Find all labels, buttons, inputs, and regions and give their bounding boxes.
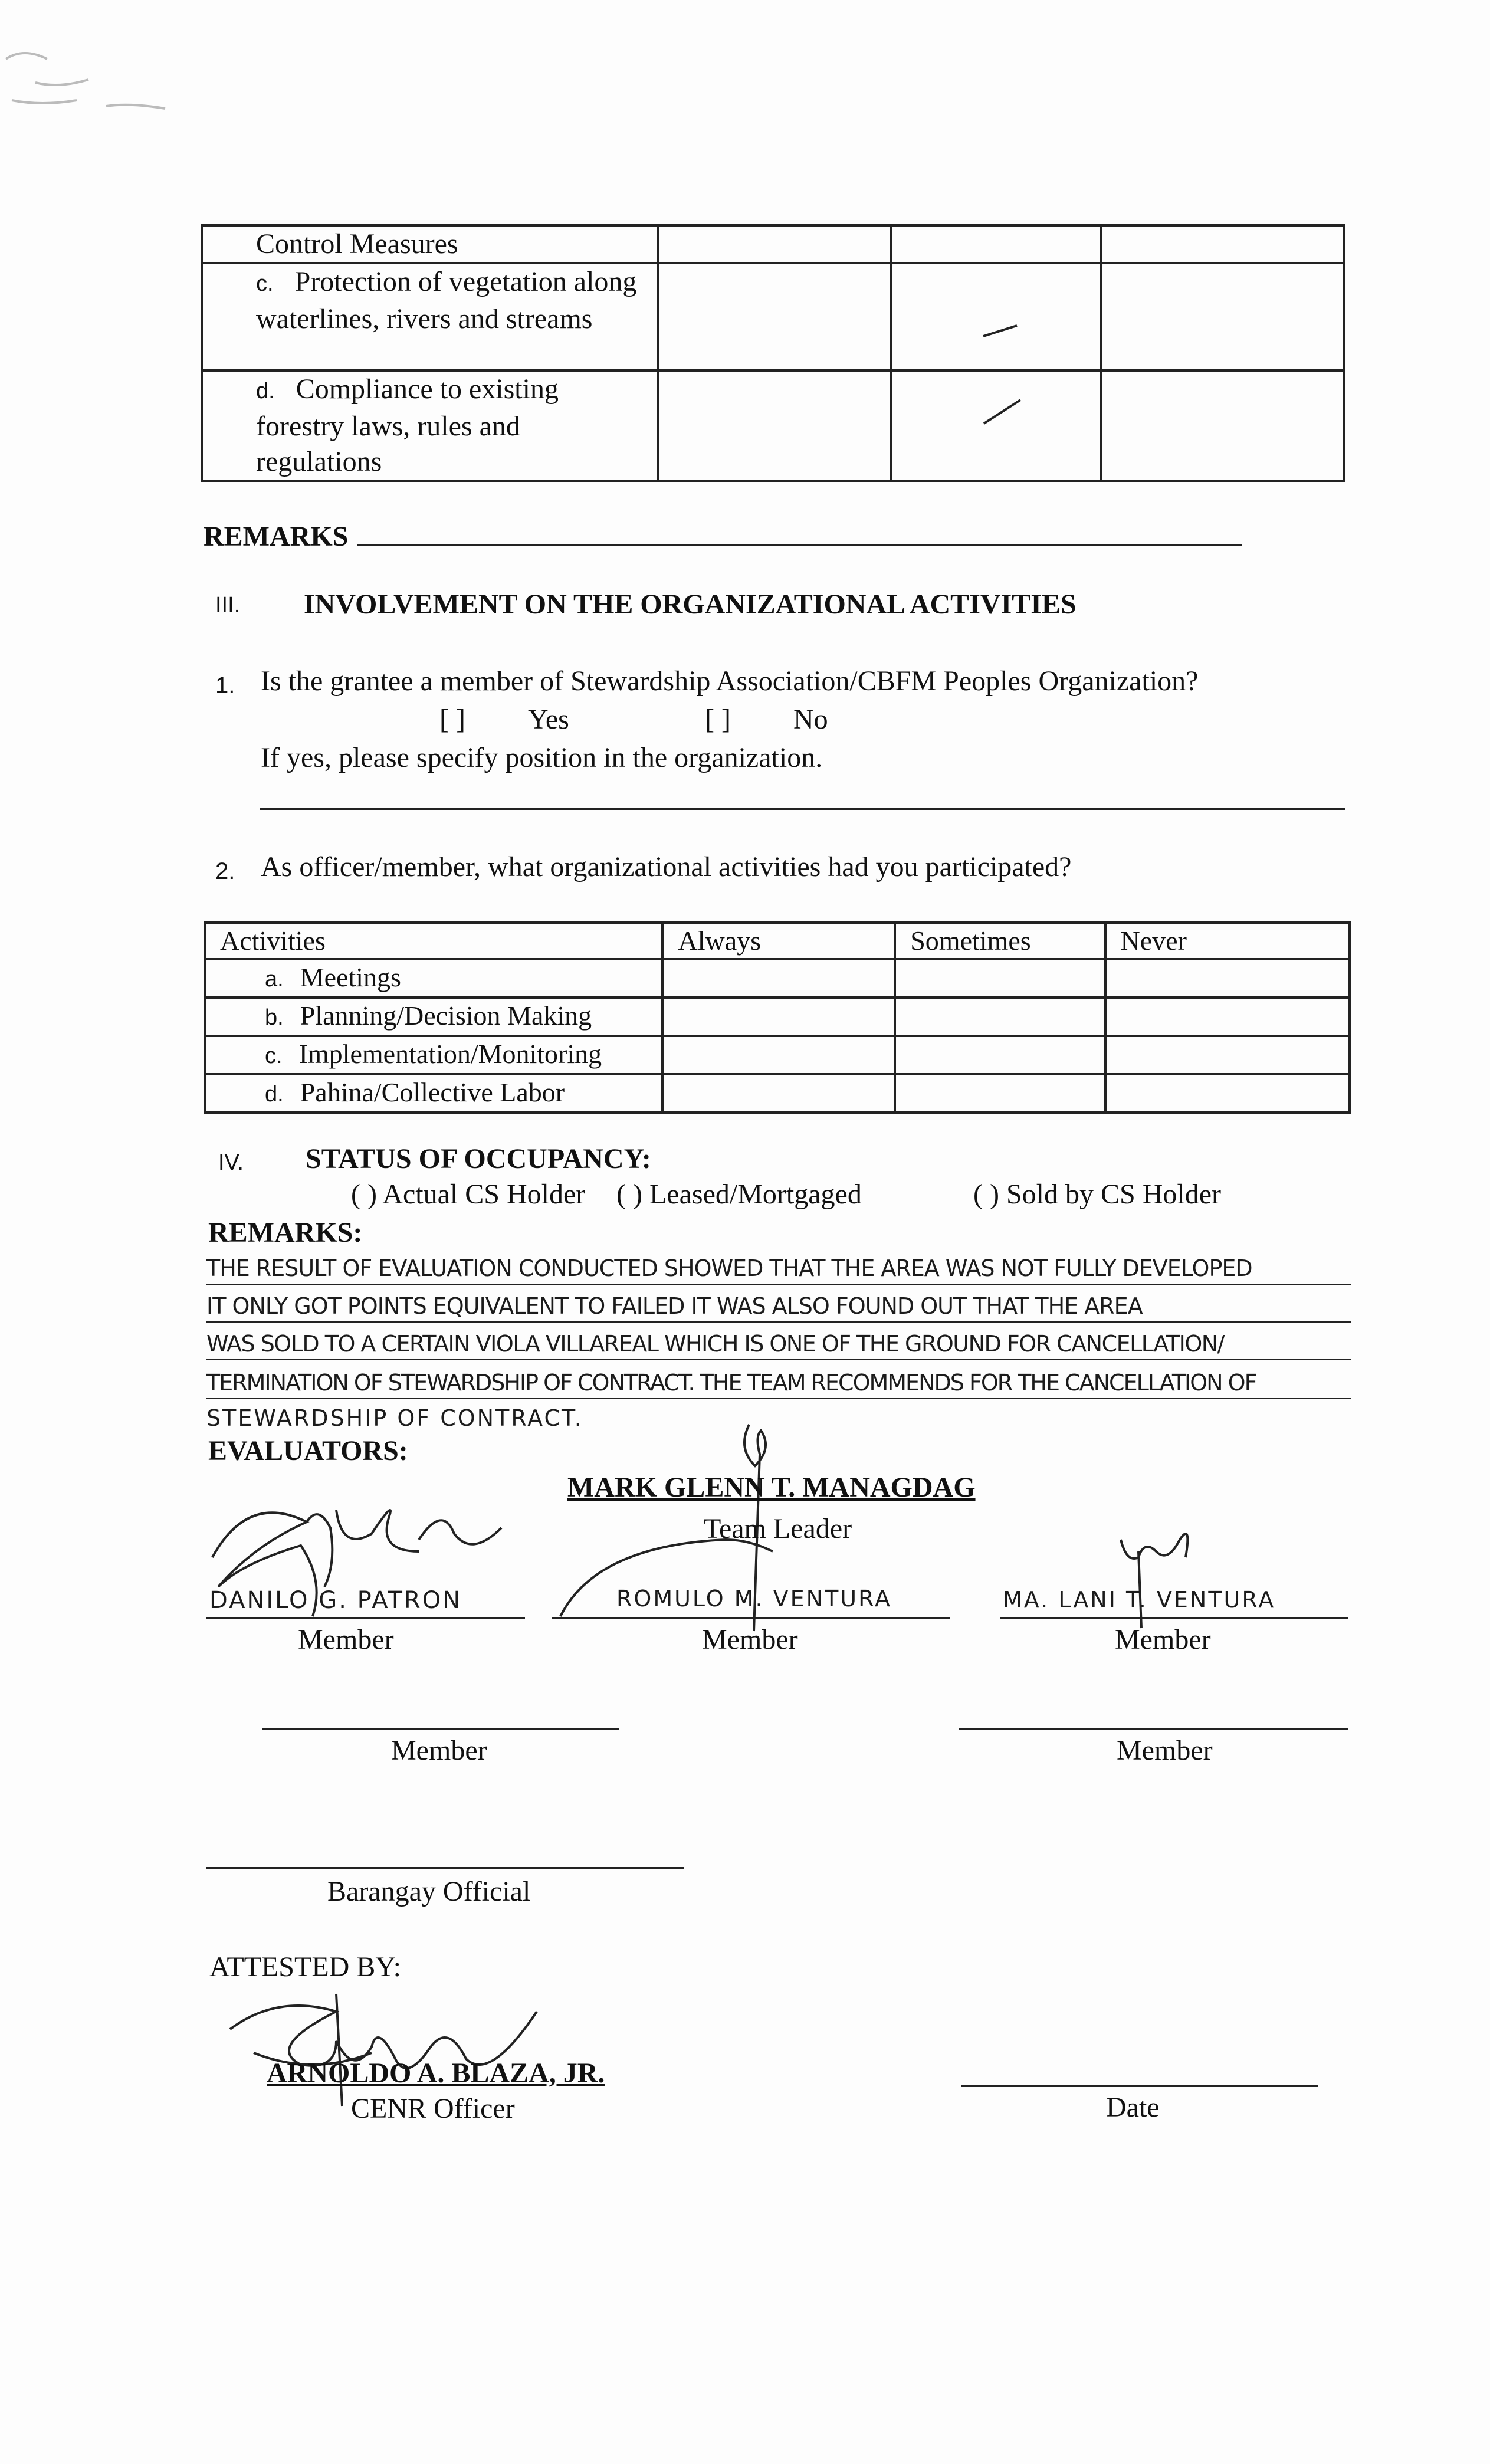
item-letter: c. xyxy=(256,271,274,296)
table-row: c. Implementation/Monitoring xyxy=(205,1036,662,1074)
attested-by-label: ATTESTED BY: xyxy=(209,1951,401,1983)
control-measures-table xyxy=(201,224,1345,482)
barangay-official-label: Barangay Official xyxy=(327,1876,531,1907)
table-row: b. Planning/Decision Making xyxy=(205,998,662,1036)
signature-line[interactable] xyxy=(262,1728,619,1730)
col-header-activities: Activities xyxy=(205,923,662,959)
never-cell[interactable] xyxy=(1105,1074,1350,1113)
handwritten-remark-line: WAS SOLD TO A CERTAIN VIOLA VILLAREAL WHICH IS ONE OF THE GROUND FOR CANCELLATION/ xyxy=(206,1331,1224,1357)
member-5-role: Member xyxy=(1117,1735,1213,1766)
remarks-label: REMARKS: xyxy=(208,1217,363,1248)
member-1-name: DANILO G. PATRON xyxy=(209,1587,462,1614)
always-cell[interactable] xyxy=(662,1036,895,1074)
table-row: d. Pahina/Collective Labor xyxy=(205,1074,662,1113)
yes-label: Yes xyxy=(528,704,569,735)
position-line[interactable] xyxy=(260,808,1345,810)
question-1: Is the grantee a member of Stewardship Association/CBFM Peoples Organization? xyxy=(261,665,1199,697)
col-header-always: Always xyxy=(662,923,895,959)
section-number: III. xyxy=(215,593,241,618)
section-title: STATUS OF OCCUPANCY: xyxy=(306,1143,651,1174)
never-cell[interactable] xyxy=(1105,1036,1350,1074)
sometimes-cell[interactable] xyxy=(895,959,1105,998)
no-label: No xyxy=(793,704,828,735)
no-checkbox[interactable]: [ ] xyxy=(705,704,731,735)
never-cell[interactable] xyxy=(1105,998,1350,1036)
item-text: Protection of vegetation along waterlines, rivers and streams xyxy=(256,266,637,334)
cenr-officer-role: CENR Officer xyxy=(351,2093,515,2124)
question-2: As officer/member, what organizational activities had you participated? xyxy=(261,851,1072,882)
option-actual-holder[interactable]: ( ) Actual CS Holder xyxy=(351,1179,586,1210)
question-1-followup: If yes, please specify position in the organization. xyxy=(261,742,823,773)
never-cell[interactable] xyxy=(1105,959,1350,998)
always-cell[interactable] xyxy=(662,959,895,998)
section-number: IV. xyxy=(218,1150,244,1175)
team-leader-name: MARK GLENN T. MANAGDAG xyxy=(567,1472,976,1503)
signature-line[interactable] xyxy=(959,1728,1348,1730)
handwritten-remark-line: STEWARDSHIP OF CONTRACT. xyxy=(206,1405,583,1431)
item-letter: d. xyxy=(256,379,275,403)
signature-line xyxy=(1000,1617,1348,1619)
member-2-role: Member xyxy=(702,1624,798,1655)
scan-smudge xyxy=(0,24,212,118)
question-number: 2. xyxy=(215,858,235,884)
always-cell[interactable] xyxy=(662,998,895,1036)
checkmark-icon xyxy=(980,317,1022,341)
cenr-officer-name: ARNOLDO A. BLAZA, JR. xyxy=(267,2058,605,2089)
remark-underline xyxy=(206,1284,1351,1285)
table-row-compliance xyxy=(202,370,658,481)
activities-table xyxy=(204,921,1351,1114)
sometimes-cell[interactable] xyxy=(895,998,1105,1036)
sometimes-cell[interactable] xyxy=(895,1036,1105,1074)
remarks-line xyxy=(357,544,1242,546)
section-title: INVOLVEMENT ON THE ORGANIZATIONAL ACTIVITIES xyxy=(304,589,1077,620)
member-3-signature xyxy=(1109,1516,1215,1634)
date-label: Date xyxy=(1106,2092,1160,2123)
handwritten-remark-line: IT ONLY GOT POINTS EQUIVALENT TO FAILED IT WAS ALSO FOUND OUT THAT THE AREA xyxy=(206,1293,1143,1319)
option-leased[interactable]: ( ) Leased/Mortgaged xyxy=(616,1179,862,1210)
member-2-name: ROMULO M. VENTURA xyxy=(616,1586,892,1612)
signature-line xyxy=(206,1617,525,1619)
yes-checkbox[interactable]: [ ] xyxy=(439,704,465,735)
table-header-control-measures: Control Measures xyxy=(202,225,658,263)
remark-underline xyxy=(206,1321,1351,1323)
remark-underline xyxy=(206,1398,1351,1399)
col-header-sometimes: Sometimes xyxy=(895,923,1105,959)
question-number: 1. xyxy=(215,672,235,698)
remark-underline xyxy=(206,1359,1351,1360)
signature-line[interactable] xyxy=(206,1867,684,1869)
checkmark-icon xyxy=(980,395,1028,431)
member-4-role: Member xyxy=(391,1735,487,1766)
table-row-protection xyxy=(202,263,658,370)
sometimes-cell[interactable] xyxy=(895,1074,1105,1113)
always-cell[interactable] xyxy=(662,1074,895,1113)
member-3-name: MA. LANI T. VENTURA xyxy=(1003,1587,1276,1613)
remarks-label: REMARKS xyxy=(204,521,349,552)
date-line[interactable] xyxy=(961,2085,1318,2087)
item-text: Compliance to existing forestry laws, rules and regulations xyxy=(256,373,559,477)
signature-line xyxy=(552,1617,950,1619)
option-sold[interactable]: ( ) Sold by CS Holder xyxy=(973,1179,1221,1210)
table-row: a. Meetings xyxy=(205,959,662,998)
handwritten-remark-line: THE RESULT OF EVALUATION CONDUCTED SHOWED THAT THE AREA WAS NOT FULLY DEVELOPED xyxy=(206,1255,1252,1281)
member-3-role: Member xyxy=(1115,1624,1211,1655)
member-1-role: Member xyxy=(298,1624,394,1655)
col-header-never: Never xyxy=(1105,923,1350,959)
handwritten-remark-line: TERMINATION OF STEWARDSHIP OF CONTRACT. THE TEAM RECOMMENDS FOR THE CANCELLATION OF xyxy=(206,1370,1256,1396)
team-leader-role: Team Leader xyxy=(704,1513,852,1544)
evaluators-label: EVALUATORS: xyxy=(208,1435,408,1466)
